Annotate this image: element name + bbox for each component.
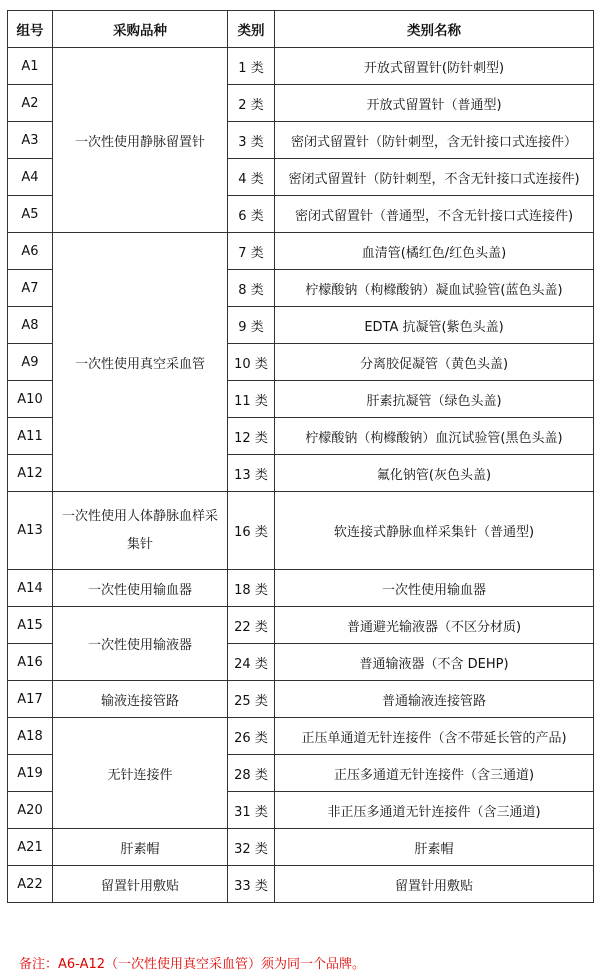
group-cell: A6: [8, 233, 53, 270]
category-cell: 31 类: [228, 792, 275, 829]
category-name-cell: 氟化钠管(灰色头盖): [275, 455, 594, 492]
group-cell: A15: [8, 607, 53, 644]
group-cell: A10: [8, 381, 53, 418]
group-cell: A13: [8, 492, 53, 570]
category-name-cell: EDTA 抗凝管(紫色头盖): [275, 307, 594, 344]
group-cell: A4: [8, 159, 53, 196]
group-cell: A1: [8, 48, 53, 85]
group-cell: A2: [8, 85, 53, 122]
category-name-cell: 血清管(橘红色/红色头盖): [275, 233, 594, 270]
category-cell: 28 类: [228, 755, 275, 792]
group-cell: A5: [8, 196, 53, 233]
table-header-row: [8, 11, 594, 48]
category-name-cell: 正压单通道无针连接件（含不带延长管的产品): [275, 718, 594, 755]
category-cell: 18 类: [228, 570, 275, 607]
group-cell: A3: [8, 122, 53, 159]
category-cell: 4 类: [228, 159, 275, 196]
category-cell: 25 类: [228, 681, 275, 718]
footnote: 备注：A6-A12（一次性使用真空采血管）须为同一个品牌。: [19, 957, 366, 972]
item-cell: 肝素帽: [53, 829, 228, 866]
category-cell: 22 类: [228, 607, 275, 644]
category-name-cell: 柠檬酸钠（枸橼酸钠）血沉试验管(黑色头盖): [275, 418, 594, 455]
category-name-cell: 开放式留置针(防针刺型): [275, 48, 594, 85]
group-cell: A16: [8, 644, 53, 681]
category-name-cell: 普通避光输液器（不区分材质): [275, 607, 594, 644]
category-name-cell: 一次性使用输血器: [275, 570, 594, 607]
header-category: 类别: [228, 11, 275, 48]
group-cell: A14: [8, 570, 53, 607]
category-name-cell: 非正压多通道无针连接件（含三通道): [275, 792, 594, 829]
group-cell: A8: [8, 307, 53, 344]
category-cell: 32 类: [228, 829, 275, 866]
group-cell: A20: [8, 792, 53, 829]
category-cell: 16 类: [228, 492, 275, 570]
category-name-cell: 软连接式静脉血样采集针（普通型): [275, 492, 594, 570]
table-row: [8, 48, 594, 85]
group-cell: A9: [8, 344, 53, 381]
table-row: [8, 607, 594, 644]
item-cell: 一次性使用静脉留置针: [53, 48, 228, 233]
category-cell: 13 类: [228, 455, 275, 492]
category-name-cell: 密闭式留置针（普通型，不含无针接口式连接件): [275, 196, 594, 233]
item-cell: 一次性使用人体静脉血样采集针: [53, 492, 228, 570]
group-cell: A12: [8, 455, 53, 492]
category-name-cell: 普通输液连接管路: [275, 681, 594, 718]
category-cell: 33 类: [228, 866, 275, 903]
group-cell: A21: [8, 829, 53, 866]
category-name-cell: 开放式留置针（普通型): [275, 85, 594, 122]
item-cell: 一次性使用真空采血管: [53, 233, 228, 492]
category-cell: 12 类: [228, 418, 275, 455]
category-cell: 2 类: [228, 85, 275, 122]
category-name-cell: 留置针用敷贴: [275, 866, 594, 903]
category-cell: 24 类: [228, 644, 275, 681]
category-cell: 11 类: [228, 381, 275, 418]
group-cell: A7: [8, 270, 53, 307]
table-row: [8, 570, 594, 607]
group-cell: A11: [8, 418, 53, 455]
header-item: 采购品种: [53, 11, 228, 48]
item-cell: 留置针用敷贴: [53, 866, 228, 903]
category-cell: 7 类: [228, 233, 275, 270]
table-row: [8, 866, 594, 903]
group-cell: A19: [8, 755, 53, 792]
category-cell: 3 类: [228, 122, 275, 159]
category-cell: 9 类: [228, 307, 275, 344]
header-group: 组号: [8, 11, 53, 48]
group-cell: A17: [8, 681, 53, 718]
procurement-table: [7, 10, 594, 903]
category-name-cell: 肝素帽: [275, 829, 594, 866]
category-name-cell: 正压多通道无针连接件（含三通道): [275, 755, 594, 792]
item-cell: 输液连接管路: [53, 681, 228, 718]
category-cell: 8 类: [228, 270, 275, 307]
table-row: [8, 233, 594, 270]
group-cell: A18: [8, 718, 53, 755]
category-name-cell: 分离胶促凝管（黄色头盖): [275, 344, 594, 381]
header-category-name: 类别名称: [275, 11, 594, 48]
table-row: [8, 681, 594, 718]
group-cell: A22: [8, 866, 53, 903]
category-cell: 26 类: [228, 718, 275, 755]
category-name-cell: 密闭式留置针（防针刺型，含无针接口式连接件）: [275, 122, 594, 159]
category-name-cell: 普通输液器（不含 DEHP): [275, 644, 594, 681]
table-row: [8, 492, 594, 570]
table-row: [8, 829, 594, 866]
category-cell: 1 类: [228, 48, 275, 85]
table-row: [8, 718, 594, 755]
category-name-cell: 密闭式留置针（防针刺型，不含无针接口式连接件): [275, 159, 594, 196]
item-cell: 一次性使用输液器: [53, 607, 228, 681]
category-cell: 6 类: [228, 196, 275, 233]
item-cell: 无针连接件: [53, 718, 228, 829]
category-name-cell: 肝素抗凝管（绿色头盖): [275, 381, 594, 418]
category-cell: 10 类: [228, 344, 275, 381]
category-name-cell: 柠檬酸钠（枸橼酸钠）凝血试验管(蓝色头盖): [275, 270, 594, 307]
item-cell: 一次性使用输血器: [53, 570, 228, 607]
